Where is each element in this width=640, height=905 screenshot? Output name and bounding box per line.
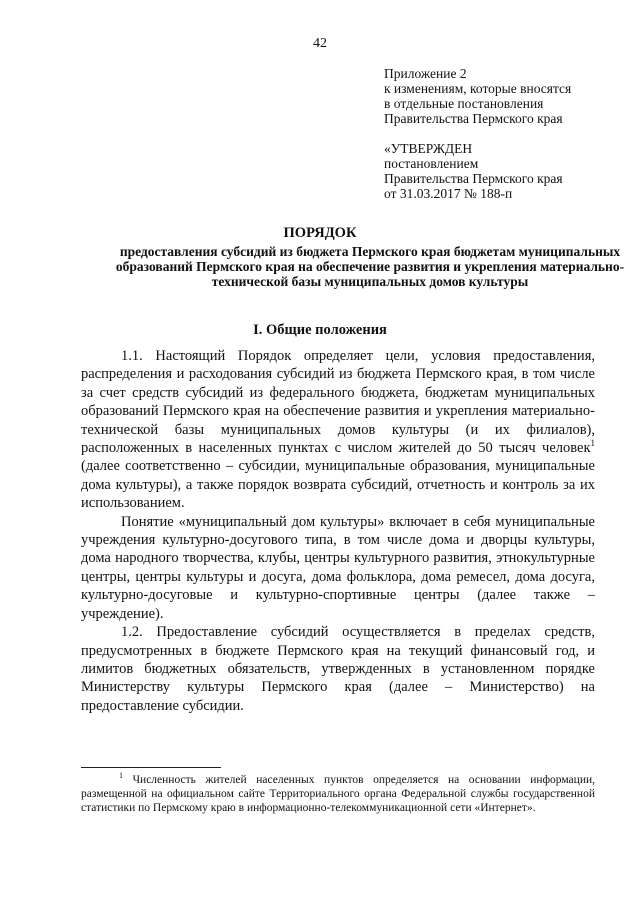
- page-number: 42: [313, 36, 327, 51]
- footnote-mark: 1: [119, 771, 123, 780]
- approval-line: Правительства Пермского края: [384, 171, 563, 186]
- approval-line: постановлением: [384, 156, 479, 171]
- footnote-text: [81, 773, 595, 816]
- paragraph-1-1: [81, 347, 595, 513]
- footnote-reference[interactable]: 1: [590, 438, 595, 449]
- paragraph-text: (далее соответственно – субсидии, муниципальные образования, муниципальные дома культуры), а также порядок возврата субсидий, отчетность и контроль за их использованием.: [81, 458, 595, 512]
- approval-line: от 31.03.2017 № 188-п: [384, 186, 513, 201]
- document-subtitle: предоставления субсидий из бюджета Пермского края бюджетам муниципальных образований Пермского края на обеспечение развития и укрепления материально-технической базы муниципальных домов культуры: [115, 244, 625, 289]
- approval-block: [384, 141, 563, 201]
- paragraph-text: 1.1. Настоящий Порядок определяет цели, условия предоставления, распределения и расходования субсидий из бюджета Пермского края, в том числе за счет средств субсидий из федерального бюджета, бюджетам муниципальных образований Пермского края на обеспечение развития и укрепления материально-технической базы муниципальных домов культуры (и их филиалов), расположенных в населенных пунктах с числом жителей до 50 тысяч человек: [81, 348, 595, 457]
- approval-line: «УТВЕРЖДЕН: [384, 141, 473, 156]
- footnote-body: Численность жителей населенных пунктов определяется на основании информации, размещенной на официальном сайте Территориального органа Федеральной службы государственной статистики по Пермскому краю в информационно-телекоммуникационной сети «Интернет».: [81, 774, 595, 815]
- paragraph-1-2: 1.2. Предоставление субсидий осуществляется в пределах средств, предусмотренных в бюджете Пермского края на текущий финансовый год, и лимитов бюджетных обязательств, утвержденных в установленном порядке Министерству культуры Пермского края (далее – Министерство) на предоставление субсидии.: [81, 624, 595, 714]
- paragraph-definition: Понятие «муниципальный дом культуры» включает в себя муниципальные учреждения культурно-досугового типа, в том числе дома и дворцы культуры, дома народного творчества, клубы, центры культурного развития, этнокультурные центры, центры культуры и досуга, дома фольклора, дома ремесел, дома досуга, культурно-досуговые и культурно-спортивные центры (далее также – учреждение).: [81, 513, 595, 622]
- annex-line: к изменениям, которые вносятся: [384, 81, 572, 96]
- annex-block: [384, 66, 571, 126]
- document-body: [81, 347, 595, 715]
- footnote-divider: [81, 767, 221, 768]
- annex-line: в отдельные постановления: [384, 96, 544, 111]
- annex-line: Приложение 2: [384, 66, 467, 81]
- section-heading: I. Общие положения: [253, 322, 387, 338]
- annex-line: Правительства Пермского края: [384, 111, 563, 126]
- footnote: [81, 773, 595, 816]
- document-title: ПОРЯДОК: [283, 225, 357, 241]
